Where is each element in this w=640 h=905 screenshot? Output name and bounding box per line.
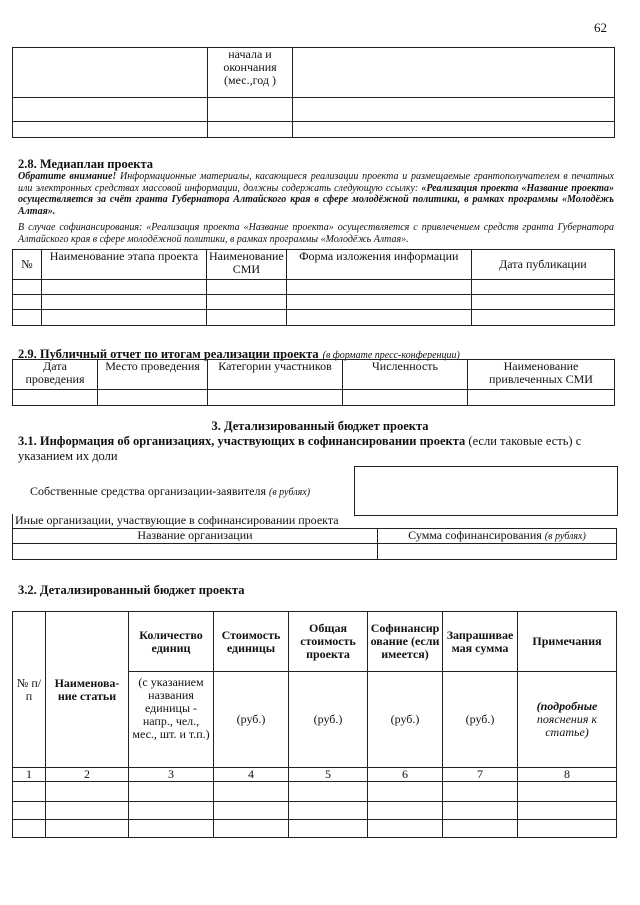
section-title-3-1: 3.1. Информация об организациях, участвующих в софинансировании проекта [18,434,466,448]
budget-header-notes: Примечания [518,612,617,672]
col-num-1: 1 [13,768,46,782]
section-title-3: 3. Детализированный бюджет проекта [211,419,429,433]
own-funds-label [30,484,310,499]
budget-header-requested: Запрашиваемая сумма [443,612,518,672]
own-funds-text: Собственные средства организации-заявителя [30,484,267,498]
col-num-2: 2 [46,768,129,782]
table-row [13,820,617,838]
budget-header-cost: Стоимость единицы [214,612,289,672]
cofinancing-note: В случае софинансирования: «Реализация проекта «Название проекта» осуществляется с привлечением средств гранта Губернатора Алтайского края в сфере молодёжной политики, в рамках программы «Молодёжь Алтая». [18,222,614,245]
sum-header [378,528,617,543]
section-2-9-note: (в формате пресс-конференции) [322,350,460,361]
org-name-header: Название организации [13,528,378,543]
table-row [13,782,617,802]
section-title-2-8: 2.8. Медиаплан проекта [18,157,153,171]
report-header-categories: Категории участников [208,360,343,390]
mediaplan-header-stage: Наименование этапа проекта [42,250,207,280]
budget-header-name: Наименова-ние статьи [46,612,129,768]
col-num-5: 5 [289,768,368,782]
budget-header-num: № п/п [13,612,46,768]
budget-sub-requested: (руб.) [443,672,518,768]
top-table-cell: начала и окончания (мес.,год ) [208,48,293,98]
page-number: 62 [594,20,607,35]
budget-sub-total: (руб.) [289,672,368,768]
budget-table [12,611,617,838]
budget-sub-cofin: (руб.) [368,672,443,768]
mediaplan-header-form: Форма изложения информации [286,250,471,280]
top-table [12,47,615,138]
sum-label: Сумма софинансирования [408,527,542,542]
report-header-count: Численность [343,360,468,390]
budget-sub-notes-bold: (подробные [536,699,598,713]
col-num-8: 8 [518,768,617,782]
budget-sub-notes-rest: пояснения к статье) [536,712,598,739]
attention-note [18,171,614,217]
budget-header-cofin: Софинансирование (если имеется) [368,612,443,672]
mediaplan-header-media: Наименование СМИ [207,250,287,280]
section-title-3-2: 3.2. Детализированный бюджет проекта [18,583,245,597]
section-3-1-heading [18,434,618,464]
col-num-7: 7 [443,768,518,782]
mediaplan-table [12,249,615,326]
funding-quote: «Реализация проекта «Название проекта» осуществляется за счёт гранта Губернатора Алтайского края в сфере молодёжной политики, в рамках программы «Молодёжь Алтая». [18,182,614,217]
attention-text: Информационные материалы, касающиеся реализации проекта и размещаемые грантополучателем в печатных или электронных средствах массовой информации, должны содержать следующую ссылку: [18,171,614,194]
report-header-place: Место проведения [98,360,208,390]
public-report-table [12,359,615,406]
mediaplan-header-date: Дата публикации [471,250,614,280]
sum-note: (в рублях) [544,530,586,542]
mediaplan-header-num: № [13,250,42,280]
budget-header-total: Общая стоимость проекта [289,612,368,672]
section-3-1-suffix: (если таковые есть) с указанием их доли [18,434,582,463]
cofinancing-orgs-table [12,514,617,560]
budget-sub-qty: (с указанием названия единицы - напр., чел., мес., шт. и т.п.) [129,672,214,768]
budget-sub-notes [518,672,617,768]
col-num-6: 6 [368,768,443,782]
own-funds-note: (в рублях) [269,487,311,498]
report-header-date: Дата проведения [13,360,98,390]
budget-header-qty: Количество единиц [129,612,214,672]
col-num-4: 4 [214,768,289,782]
col-num-3: 3 [129,768,214,782]
report-header-media: Наименование привлеченных СМИ [468,360,615,390]
own-funds-value-box[interactable] [354,466,618,516]
table-row [13,802,617,820]
section-title-2-9: 2.9. Публичный отчет по итогам реализации проекта [18,347,319,361]
other-orgs-label: Иные организации, участвующие в софинансировании проекта [13,514,617,528]
attention-label: Обратите внимание! [18,171,117,182]
budget-sub-cost: (руб.) [214,672,289,768]
